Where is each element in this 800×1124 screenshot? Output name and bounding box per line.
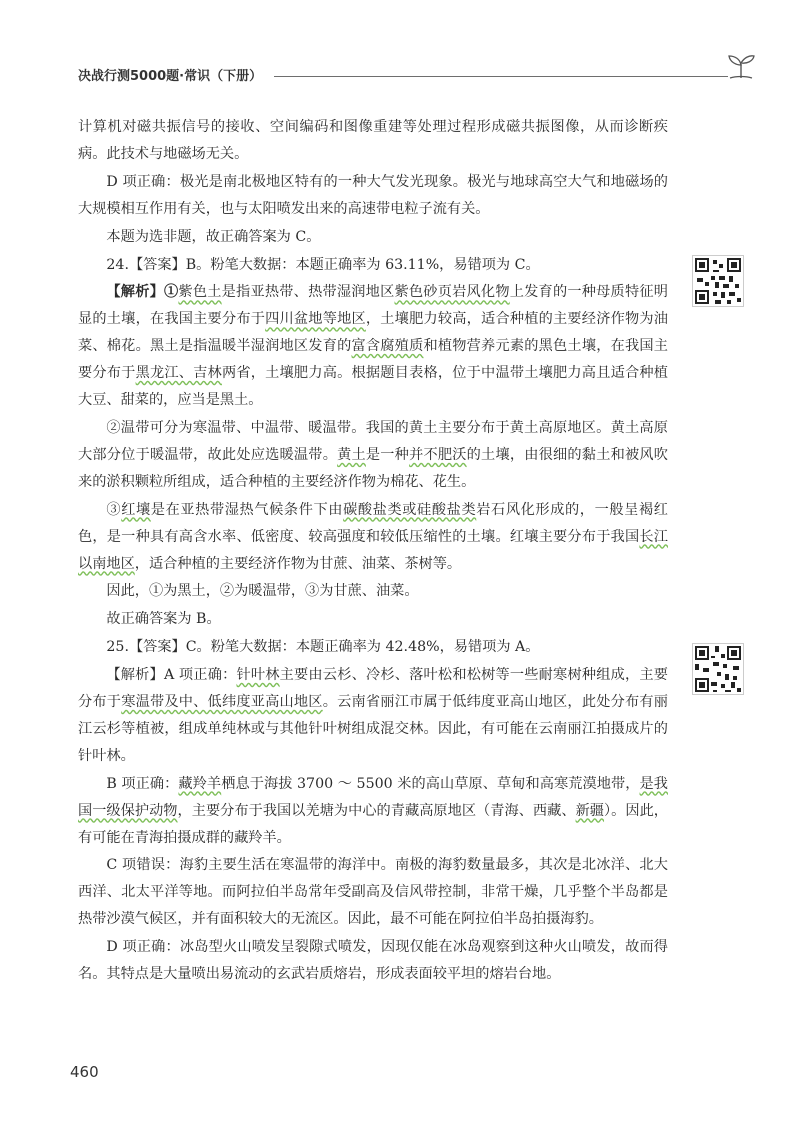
paragraph: 故正确答案为 B。 [106, 611, 221, 628]
qr-code-icon[interactable] [692, 255, 744, 307]
paragraph: ②温带可分为寒温带、中温带、暖温带。我国的黄土主要分布于黄土高原地区。黄土高原大部分位于暖温带，故此处应选暖温带。黄土是一种并不肥沃的土壤，由很细的黏土和被风吹来的淤积颗粒所组成，适合种植的主要经济作物为棉花、花生。 [78, 419, 668, 490]
paragraph: ③红壤是在亚热带湿热气候条件下由碳酸盐类或硅酸盐类岩石风化形成的，一般呈褐红色，是一种具有高含水率、低密度、较高强度和较低压缩性的土壤。红壤主要分布于我国长江以南地区，适合种植的主要经济作物为甘蔗、油菜、茶树等。 [78, 501, 668, 572]
paragraph: D 项正确：冰岛型火山喷发呈裂隙式喷发，因现仅能在冰岛观察到这种火山喷发，故而得名。其特点是大量喷出易流动的玄武岩质熔岩，形成表面较平坦的熔岩台地。 [78, 939, 668, 983]
paragraph: 因此，①为黑土，②为暖温带，③为甘蔗、油菜。 [106, 583, 419, 600]
analysis-paragraph: 【解析】A 项正确：针叶林主要由云杉、冷杉、落叶松和松树等一些耐寒树种组成，主要分布于寒温带及中、低纬度亚高山地区。云南省丽江市属于低纬度亚高山地区，此处分布有丽江云杉等植被，组成单纯林或与其他针叶树组成混交林。因此，有可能在云南丽江拍摄成片的针叶林。 [78, 667, 668, 764]
qr-code-icon[interactable] [692, 643, 744, 695]
paragraph: 本题为选非题，故正确答案为 C。 [106, 228, 321, 245]
page-body [78, 114, 668, 989]
answer-heading-25: 25.【答案】C。粉笔大数据：本题正确率为 42.48%，易错项为 A。 [106, 639, 540, 656]
paragraph: 计算机对磁共振信号的接收、空间编码和图像重建等处理过程形成磁共振图像，从而诊断疾病。此技术与地磁场无关。 [78, 119, 668, 162]
page-number: 460 [70, 1063, 99, 1081]
paragraph: B 项正确：藏羚羊栖息于海拔 3700 ～ 5500 米的高山草原、草甸和高寒荒漠地带，是我国一级保护动物，主要分布于我国以羌塘为中心的青藏高原地区（青海、西藏、新疆）。因此，有可能在青海拍摄成群的藏羚羊。 [78, 775, 668, 846]
paragraph: C 项错误：海豹主要生活在寒温带的海洋中。南极的海豹数量最多，其次是北冰洋、北大西洋、北太平洋等地。而阿拉伯半岛常年受副高及信风带控制，非常干燥，几乎整个半岛都是热带沙漠气候区，并有面积较大的无流区。因此，最不可能在阿拉伯半岛拍摄海豹。 [78, 857, 668, 928]
sprout-icon [724, 48, 758, 82]
header-rule [274, 76, 728, 77]
analysis-paragraph: 【解析】①紫色土是指亚热带、热带湿润地区紫色砂页岩风化物上发育的一种母质特征明显的土壤，在我国主要分布于四川盆地等地区，土壤肥力较高，适合种植的主要经济作物为油菜、棉花。黑土是指温暖半湿润地区发育的富含腐殖质和植物营养元素的黑色土壤，在我国主要分布于黑龙江、吉林两省，土壤肥力高。根据题目表格，位于中温带土壤肥力高且适合种植大豆、甜菜的，应当是黑土。 [78, 284, 668, 409]
book-title: 决战行测5000题·常识（下册） [78, 69, 263, 84]
answer-heading-24: 24.【答案】B。粉笔大数据：本题正确率为 63.11%，易错项为 C。 [106, 256, 540, 273]
paragraph: D 项正确：极光是南北极地区特有的一种大气发光现象。极光与地球高空大气和地磁场的大规模相互作用有关，也与太阳喷发出来的高速带电粒子流有关。 [78, 173, 668, 217]
running-header [78, 62, 758, 88]
